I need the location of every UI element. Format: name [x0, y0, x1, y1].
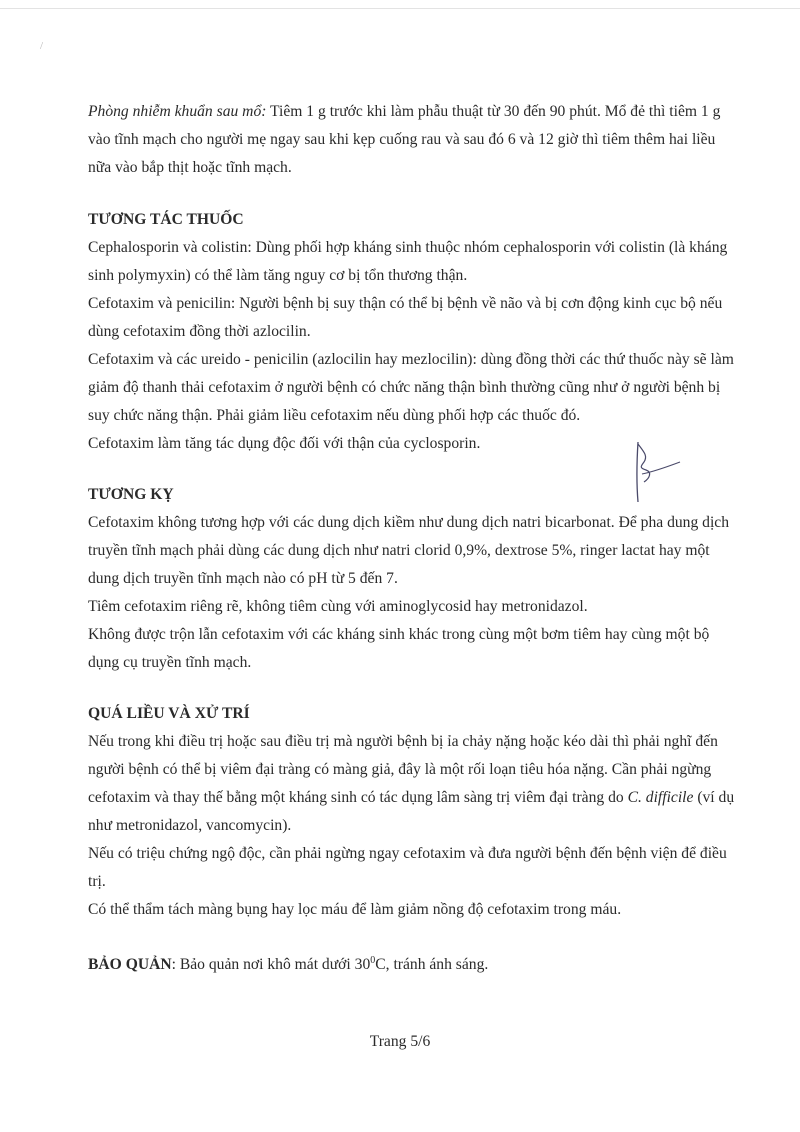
handwritten-signature: [624, 438, 684, 506]
storage-label: BẢO QUẢN: [88, 956, 172, 974]
section-drug-interactions: [88, 206, 738, 458]
drug-interactions-heading: TƯƠNG TÁC THUỐC: [88, 211, 244, 228]
overdose-paragraph: [88, 728, 738, 840]
overdose-paragraph: Nếu có triệu chứng ngộ độc, cần phải ngừng ngay cefotaxim và đưa người bệnh đến bệnh viện để điều trị.: [88, 845, 727, 890]
section-gap: [88, 677, 738, 700]
overdose-heading: QUÁ LIỀU VÀ XỬ TRÍ: [88, 705, 250, 722]
prophylaxis-text: Tiêm 1 g trước khi làm phẫu thuật từ 30 đến 90 phút. Mổ đẻ thì tiêm 1 g vào tĩnh mạch cho người mẹ ngay sau khi kẹp cuống rau và sau đó 6 và 12 giờ thì tiêm thêm hai liều nữa vào bắp thịt hoặc tĩnh mạch.: [88, 103, 721, 176]
prophylaxis-paragraph: [88, 98, 738, 182]
incompatibility-paragraph: Cefotaxim không tương hợp với các dung dịch kiềm như dung dịch natri bicarbonat. Để pha dung dịch truyền tĩnh mạch phải dùng các dung dịch như natri clorid 0,9%, dextrose 5%, ringer lactat hay một dung dịch truyền tĩnh mạch nào có pH từ 5 đến 7.: [88, 514, 729, 587]
overdose-text-end: (ví dụ như metronidazol, vancomycin).: [88, 789, 735, 834]
page-top-edge: [0, 8, 800, 9]
overdose-text-start: Nếu trong khi điều trị hoặc sau điều trị mà người bệnh bị ỉa chảy nặng hoặc kéo dài thì phải nghĩ đến người bệnh có thể bị viêm đại tràng có màng giả, đây là một rối loạn tiêu hóa nặng. Cần phải ngừng cefotaxim và thay thế bằng một kháng sinh có tác dụng lâm sàng trị viêm đại tràng do: [88, 733, 718, 806]
storage-colon: :: [171, 956, 176, 974]
overdose-paragraph: Có thể thẩm tách màng bụng hay lọc máu để làm giảm nồng độ cefotaxim trong máu.: [88, 901, 622, 918]
storage-text-end: C, tránh ánh sáng.: [375, 956, 489, 974]
incompatibility-paragraph: Tiêm cefotaxim riêng rẽ, không tiêm cùng với aminoglycosid hay metronidazol.: [88, 598, 588, 615]
interaction-paragraph: Cephalosporin và colistin: Dùng phối hợp kháng sinh thuộc nhóm cephalosporin với colistin (là kháng sinh polymyxin) có thể làm tăng nguy cơ bị tổn thương thận.: [88, 239, 728, 284]
section-gap: [88, 924, 738, 947]
section-gap: [88, 182, 738, 206]
section-overdose: [88, 700, 738, 924]
interaction-paragraph: Cefotaxim và các ureido - penicilin (azlocilin hay mezlocilin): dùng đồng thời các thứ thuốc này sẽ làm giảm độ thanh thải cefotaxim ở người bệnh có chức năng thận bình thường cũng như ở người bệnh bị suy chức năng thận. Phải giảm liều cefotaxim nếu dùng phối hợp các thuốc đó.: [88, 351, 734, 424]
incompatibility-heading: TƯƠNG KỴ: [88, 486, 174, 503]
scan-artifact-mark: /: [40, 40, 44, 52]
degree-superscript: 0: [370, 955, 376, 966]
interaction-paragraph: Cefotaxim và penicilin: Người bệnh bị suy thận có thể bị bệnh về não và bị cơn động kinh cục bộ nếu dùng cefotaxim đồng thời azlocilin.: [88, 295, 723, 340]
incompatibility-paragraph: Không được trộn lẫn cefotaxim với các kháng sinh khác trong cùng một bơm tiêm hay cùng một bộ dụng cụ truyền tĩnh mạch.: [88, 626, 710, 671]
page-number: Trang 5/6: [369, 1033, 431, 1050]
interaction-paragraph: Cefotaxim làm tăng tác dụng độc đối với thận của cyclosporin.: [88, 435, 481, 452]
organism-name: C. difficile: [627, 789, 694, 806]
storage-text: Bảo quản nơi khô mát dưới 30: [175, 956, 371, 974]
section-incompatibility: [88, 481, 738, 677]
document-body: [88, 98, 738, 979]
prophylaxis-label: Phòng nhiễm khuẩn sau mổ:: [88, 103, 267, 120]
storage-line: [88, 947, 738, 979]
